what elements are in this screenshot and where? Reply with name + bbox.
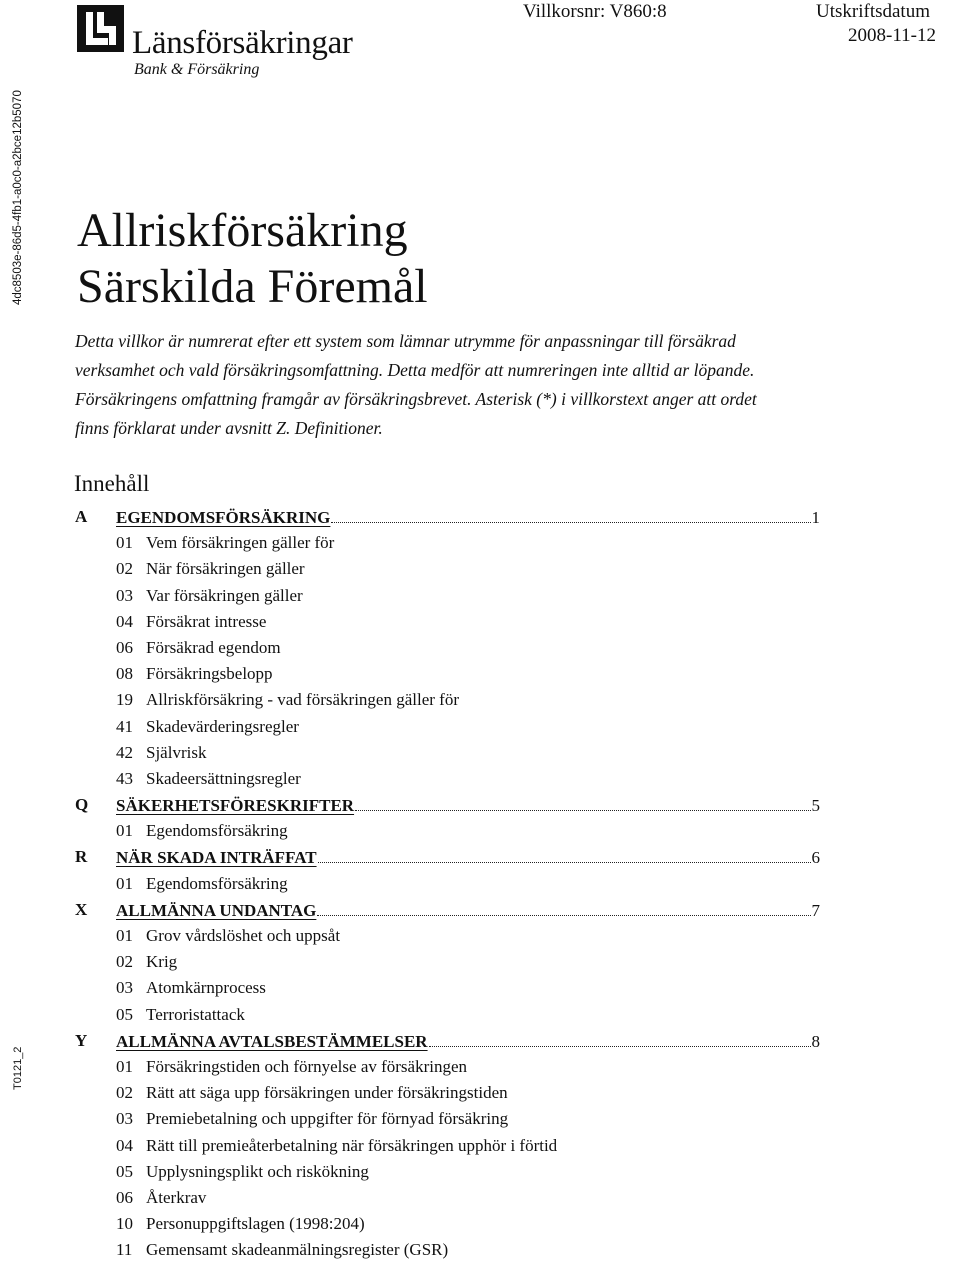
toc-item: [75, 583, 820, 609]
item-number: 43: [116, 768, 133, 788]
dot-leader: [331, 504, 810, 523]
dot-leader: [317, 897, 810, 916]
section-page: 5: [811, 796, 820, 816]
item-text: Rätt att säga upp försäkringen under försäkringstiden: [146, 1083, 508, 1103]
toc-section-r[interactable]: [75, 844, 820, 870]
table-of-contents: [75, 504, 820, 1263]
item-text: Gemensamt skadeanmälningsregister (GSR): [146, 1240, 449, 1260]
toc-item: [75, 687, 820, 713]
item-number: 08: [116, 664, 133, 684]
toc-item: [75, 1185, 820, 1211]
section-page: 7: [811, 900, 820, 920]
item-text: Självrisk: [146, 742, 207, 762]
item-text: Personuppgiftslagen (1998:204): [146, 1214, 365, 1234]
item-text: Skadeersättningsregler: [146, 768, 301, 788]
document-title: Allriskförsäkring: [77, 204, 408, 257]
dot-leader: [429, 1028, 811, 1047]
toc-item: [75, 635, 820, 661]
toc-item: [75, 740, 820, 766]
toc-item: [75, 1211, 820, 1237]
toc-item: [75, 923, 820, 949]
form-code: T0121_2: [12, 1046, 24, 1090]
item-text: Grov vårdslöshet och uppsåt: [146, 926, 341, 945]
item-text: Försäkringsbelopp: [146, 664, 273, 684]
item-number: 01: [116, 1056, 133, 1076]
toc-section-y[interactable]: [75, 1028, 820, 1054]
item-number: 41: [116, 716, 133, 736]
item-number: 42: [116, 742, 133, 762]
item-number: 03: [116, 978, 133, 998]
item-text: Atomkärnprocess: [146, 978, 266, 998]
brand-name: Länsförsäkringar: [132, 25, 353, 61]
toc-item: [75, 1080, 820, 1106]
item-text: Egendomsförsäkring: [146, 873, 288, 893]
toc-item: [75, 818, 820, 844]
toc-item: [75, 871, 820, 897]
toc-item: [75, 530, 820, 556]
item-text: Egendomsförsäkring: [146, 821, 288, 841]
section-title[interactable]: ALLMÄNNA UNDANTAG: [116, 900, 317, 920]
item-number: 02: [116, 952, 133, 972]
villkorsnummer: Villkorsnr: V860:8: [523, 1, 667, 22]
lansforsakringar-logo-icon: [77, 5, 124, 52]
item-number: 01: [116, 533, 133, 553]
toc-item: [75, 661, 820, 687]
item-text: Allriskförsäkring - vad försäkringen gäller för: [146, 690, 459, 710]
toc-item: [75, 1106, 820, 1132]
document-id: 4dc8503e-86d5-4fb1-a0c0-a2bce12b5070: [12, 90, 24, 305]
item-number: 10: [116, 1214, 133, 1234]
dot-leader: [355, 792, 810, 811]
toc-section-a[interactable]: [75, 504, 820, 530]
item-text: Försäkringstiden och förnyelse av försäkringen: [146, 1056, 468, 1076]
print-date: 2008-11-12: [848, 25, 936, 46]
item-text: Terroristattack: [146, 1004, 245, 1024]
toc-heading: Innehåll: [74, 471, 150, 496]
section-title[interactable]: NÄR SKADA INTRÄFFAT: [116, 848, 317, 868]
toc-item: [75, 975, 820, 1001]
item-number: 02: [116, 559, 133, 579]
item-text: Skadevärderingsregler: [146, 716, 299, 736]
item-text: Krig: [146, 952, 178, 972]
print-date-label: Utskriftsdatum: [816, 1, 930, 22]
section-page: 6: [811, 848, 820, 868]
toc-section-x[interactable]: [75, 897, 820, 923]
section-title[interactable]: EGENDOMSFÖRSÄKRING: [116, 508, 331, 527]
item-text: Återkrav: [146, 1187, 207, 1207]
item-number: 06: [116, 1187, 133, 1207]
toc-item: [75, 1054, 820, 1080]
section-page: 8: [811, 1031, 820, 1051]
item-text: Upplysningsplikt och riskökning: [146, 1161, 369, 1181]
item-number: 04: [116, 611, 133, 631]
section-letter: R: [75, 847, 88, 867]
item-number: 06: [116, 637, 133, 657]
intro-line: Detta villkor är numrerat efter ett system som lämnar utrymme för anpassningar till försäkrad: [75, 331, 736, 351]
section-letter: X: [75, 899, 88, 919]
toc-item: [75, 556, 820, 582]
brand-subtitle: Bank & Försäkring: [134, 61, 260, 78]
document-subtitle: Särskilda Föremål: [77, 260, 428, 313]
item-number: 05: [116, 1161, 133, 1181]
item-text: Rätt till premieåterbetalning när försäkringen upphör i förtid: [146, 1135, 558, 1155]
section-letter: Q: [75, 795, 89, 815]
item-number: 01: [116, 821, 133, 841]
item-text: Premiebetalning och uppgifter för förnyad försäkring: [146, 1109, 509, 1129]
item-number: 05: [116, 1004, 133, 1024]
item-text: Var försäkringen gäller: [146, 585, 303, 605]
dot-leader: [318, 844, 811, 863]
intro-line: Försäkringens omfattning framgår av försäkringsbrevet. Asterisk (*) i villkorstext anger att ordet: [75, 389, 757, 409]
intro-line: finns förklarat under avsnitt Z. Definitioner.: [75, 418, 383, 438]
section-letter: A: [75, 507, 88, 526]
item-number: 01: [116, 873, 133, 893]
toc-item: [75, 766, 820, 792]
toc-item: [75, 609, 820, 635]
toc-section-q[interactable]: [75, 792, 820, 818]
toc-item: [75, 949, 820, 975]
item-number: 11: [116, 1240, 133, 1260]
item-number: 02: [116, 1083, 133, 1103]
item-text: När försäkringen gäller: [146, 559, 305, 579]
item-text: Vem försäkringen gäller för: [146, 533, 335, 553]
item-number: 01: [116, 926, 133, 945]
item-number: 19: [116, 690, 133, 710]
toc-item: [75, 1159, 820, 1185]
item-text: Försäkrad egendom: [146, 637, 281, 657]
toc-item: [75, 1133, 820, 1159]
item-number: 03: [116, 1109, 133, 1129]
section-page: 1: [811, 508, 820, 527]
item-text: Försäkrat intresse: [146, 611, 267, 631]
intro-paragraph: [75, 327, 875, 443]
item-number: 04: [116, 1135, 133, 1155]
toc-item: [75, 1237, 820, 1263]
section-letter: Y: [75, 1030, 88, 1050]
section-title[interactable]: ALLMÄNNA AVTALSBESTÄMMELSER: [116, 1031, 428, 1051]
toc-item: [75, 714, 820, 740]
section-title[interactable]: SÄKERHETSFÖRESKRIFTER: [116, 796, 355, 816]
item-number: 03: [116, 585, 133, 605]
toc-item: [75, 1002, 820, 1028]
intro-line: verksamhet och vald försäkringsomfattning. Detta medför att numreringen inte alltid ar löpande.: [75, 360, 755, 380]
